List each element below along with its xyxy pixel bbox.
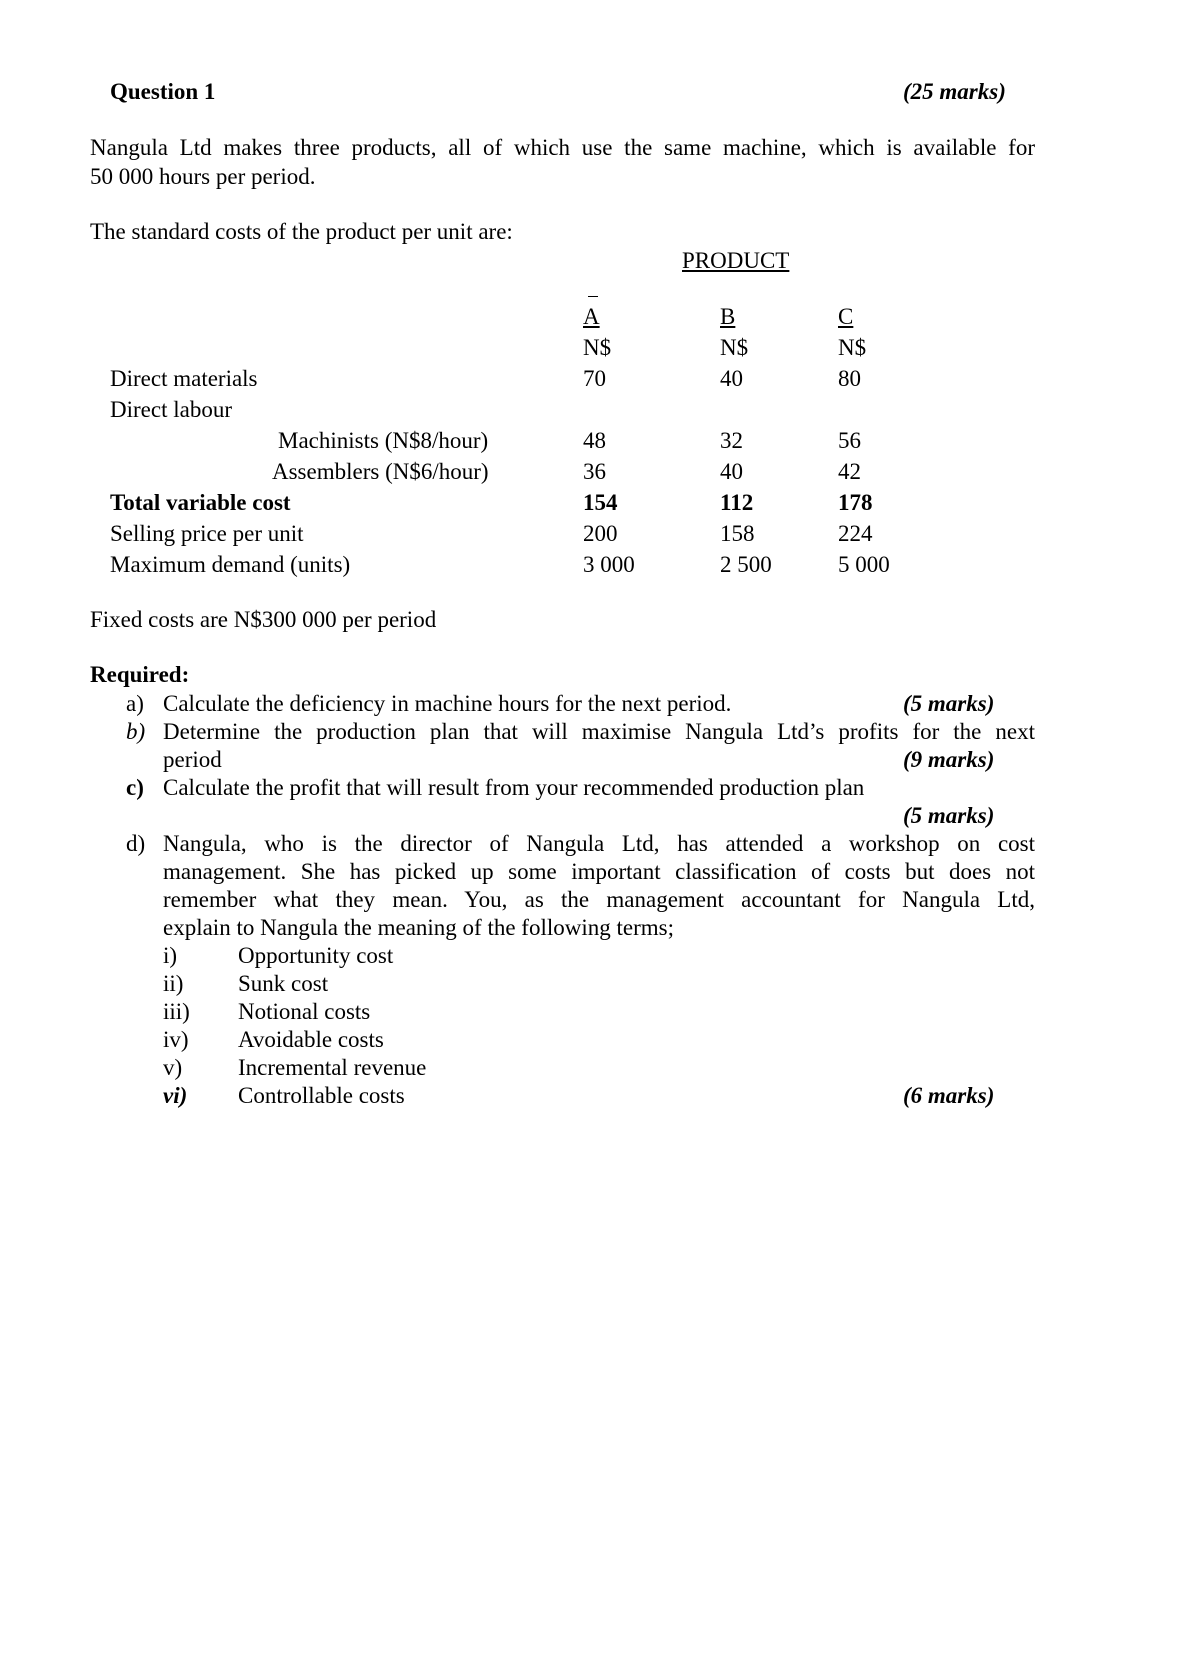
item-b-line-2: period <box>163 747 222 772</box>
cell: 48 <box>583 428 606 453</box>
row-label-assemblers: Assemblers (N$6/hour) <box>272 459 489 484</box>
standard-costs-text: The standard costs of the product per unit are: <box>90 219 513 244</box>
col-header-c: C <box>838 304 854 329</box>
question-title: Question 1 <box>110 79 216 104</box>
term-label: Controllable costs <box>238 1083 405 1108</box>
row-label-direct-labour: Direct labour <box>110 397 232 422</box>
cell: 200 <box>583 521 618 546</box>
cell: 42 <box>838 459 861 484</box>
cell: 36 <box>583 459 606 484</box>
fixed-costs-text: Fixed costs are N$300 000 per period <box>90 607 437 632</box>
item-c-letter: c) <box>126 775 144 800</box>
item-a-text: Calculate the deficiency in machine hours for the next period. <box>163 691 732 716</box>
term-num: ii) <box>163 971 184 996</box>
item-d-line-1: Nangula, who is the director of Nangula Ltd, has attended a workshop on cost <box>163 831 1035 856</box>
item-d-letter: d) <box>126 831 146 856</box>
currency-c: N$ <box>838 335 867 360</box>
cell: 3 000 <box>583 552 635 577</box>
cell: 40 <box>720 459 743 484</box>
row-label-maximum-demand: Maximum demand (units) <box>110 552 351 577</box>
cell: 158 <box>720 521 755 546</box>
cell: 40 <box>720 366 743 391</box>
cell: 224 <box>838 521 873 546</box>
cell: 5 000 <box>838 552 890 577</box>
term-num: vi) <box>163 1083 188 1108</box>
item-d-line-3: remember what they mean. You, as the management accountant for Nangula Ltd, <box>163 887 1035 912</box>
required-heading: Required: <box>90 662 190 687</box>
term-label: Opportunity cost <box>238 943 394 968</box>
intro-line-2: 50 000 hours per period. <box>90 164 316 189</box>
question-marks: (25 marks) <box>903 79 1006 104</box>
cell: 178 <box>838 490 873 515</box>
row-label-direct-materials: Direct materials <box>110 366 258 391</box>
col-header-a: A <box>583 304 600 329</box>
intro-line-1: Nangula Ltd makes three products, all of which use the same machine, which is available for <box>90 135 1035 160</box>
cell: 154 <box>583 490 618 515</box>
decorative-dash <box>588 296 598 297</box>
cell: 70 <box>583 366 606 391</box>
term-num: i) <box>163 943 178 968</box>
item-d-marks: (6 marks) <box>903 1083 995 1108</box>
term-label: Notional costs <box>238 999 371 1024</box>
row-label-selling-price: Selling price per unit <box>110 521 304 546</box>
item-b-marks: (9 marks) <box>903 747 995 772</box>
product-heading: PRODUCT <box>682 248 790 273</box>
term-num: iii) <box>163 999 190 1024</box>
row-label-total-variable-cost: Total variable cost <box>110 490 291 515</box>
cell: 56 <box>838 428 861 453</box>
term-label: Sunk cost <box>238 971 329 996</box>
cell: 80 <box>838 366 861 391</box>
term-label: Avoidable costs <box>238 1027 384 1052</box>
cell: 2 500 <box>720 552 772 577</box>
item-a-marks: (5 marks) <box>903 691 995 716</box>
currency-b: N$ <box>720 335 749 360</box>
item-d-line-2: management. She has picked up some important classification of costs but does not <box>163 859 1035 884</box>
col-header-b: B <box>720 304 736 329</box>
item-b-letter: b) <box>126 719 146 744</box>
item-c-marks: (5 marks) <box>903 803 995 828</box>
term-num: v) <box>163 1055 183 1080</box>
cell: 112 <box>720 490 754 515</box>
term-label: Incremental revenue <box>238 1055 427 1080</box>
currency-a: N$ <box>583 335 612 360</box>
item-d-line-4: explain to Nangula the meaning of the following terms; <box>163 915 674 940</box>
item-a-letter: a) <box>126 691 144 716</box>
item-c-text: Calculate the profit that will result from your recommended production plan <box>163 775 865 800</box>
term-num: iv) <box>163 1027 189 1052</box>
cell: 32 <box>720 428 743 453</box>
row-label-machinists: Machinists (N$8/hour) <box>278 428 489 453</box>
item-b-line-1: Determine the production plan that will maximise Nangula Ltd’s profits for the next <box>163 719 1035 744</box>
